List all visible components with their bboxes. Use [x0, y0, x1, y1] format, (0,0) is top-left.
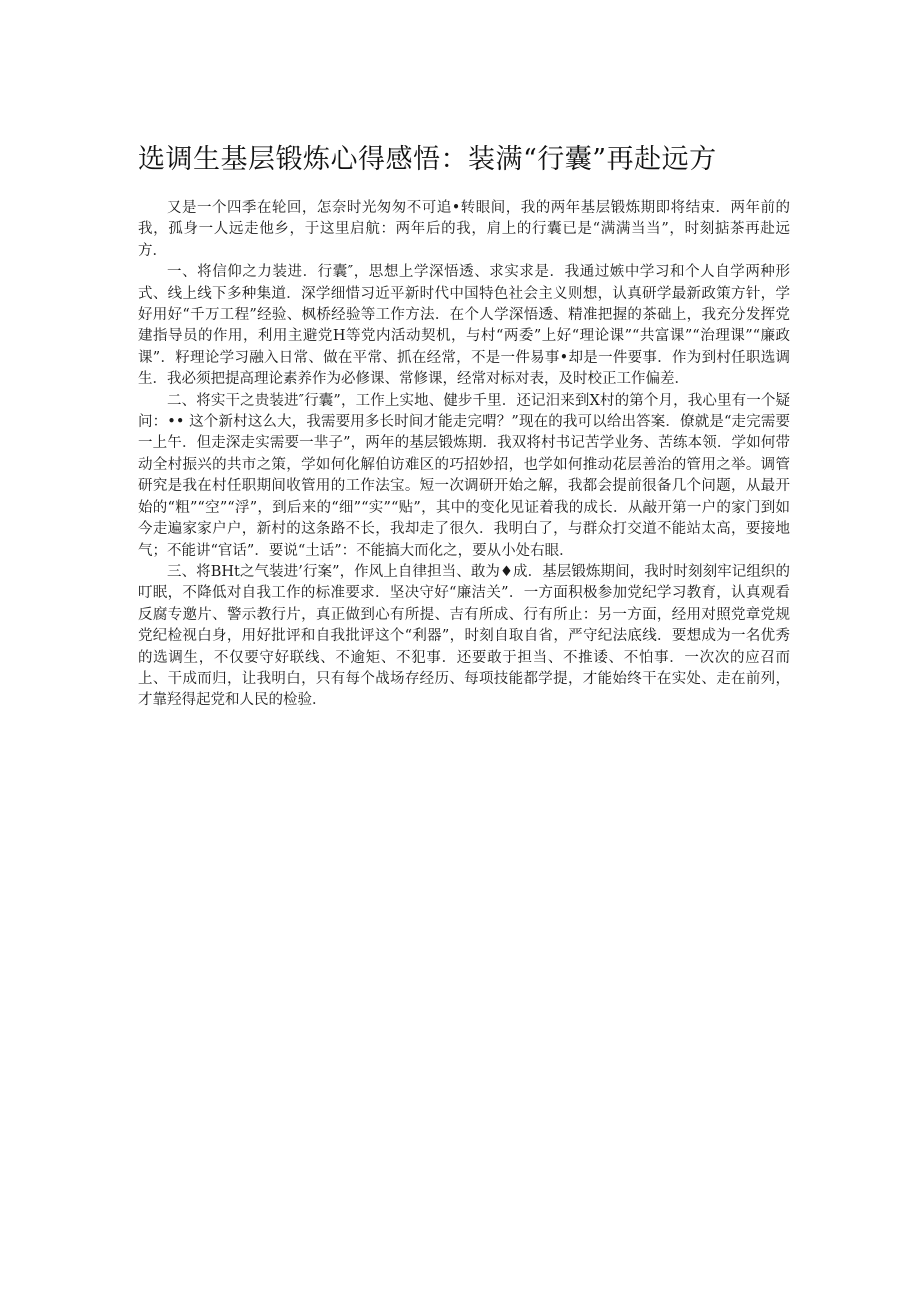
paragraph-intro: 又是一个四季在轮回，怎奈时光匆匆不可追•转眼间，我的两年基层锻炼期即将结束．两年前的我，孤身一人远走他乡，于这里启航：两年后的我，肩上的行囊已是“满满当当”，时刻掂茶再赴远方．: [138, 200, 790, 259]
paragraph-conduct: 三、将BHt之气装进’行案”，作风上自律担当、敢为♦成．基层锻炼期间，我时时刻刻牢记组织的叮眠，不降低对自我工作的标准要求．坚决守好“廉洁关”．一方面积极参加党纪学习教育，认真观看反腐专邀片、警示教行片，真正做到心有所提、吉有所成、行有所止：另一方面，经用对照党章党规党纪检视白身，用好批评和自我批评这个“利器”，时刻自取自省，严守纪法底线．要想成为一名优秀的选调生，不仅要守好联线、不逾矩、不犯事．还要敢于担当、不推诿、不怕事．一次次的应召而上、干成而归，让我明白，只有每个战场存经历、每项技能都学提，才能始终干在实处、走在前列，才靠羟得起党和人民的检验．: [138, 563, 790, 709]
document-title: 选调生基层锻炼心得感悟：装满“行囊”再赴远方: [138, 144, 717, 175]
document-body: [138, 198, 790, 712]
paragraph-faith: 一、将信仰之力装进．行囊″，思想上学深悟透、求实求是．我通过嫉中学习和个人自学两种形式、线上线下多种集道．深学细惜习近平新时代中国特色社会主义则想，认真研学最新政策方针，学好用好“千万工程”经验、枫桥经验等工作方法．在个人学深悟透、精准把握的茶础上，我充分发挥党建指导员的作用，利用主避党H等党内活动契机，与村“两委”上好“理论课”“共富课”“治理课”“廉政课”．籽理论学习融入日常、做在平常、抓在经常，不是一件易事•却是一件要事．作为到村任职选调生．我必须把提高理论素养作为必修课、常修课，经常对标对表，及时校正工作偏差．: [138, 264, 790, 388]
paragraph-practice: 二、将实干之贵装进″行囊”，工作上实地、健步千里．还记汨来到X村的第个月，我心里有一个疑问：•• 这个新村这么大，我需要用多长时间才能走完喟？”现在的我可以给出答案．僚就是“走完需要一上午．但走深走实需要一芈子”，两年的基层锻炼期．我双将村书记苦学业务、苦练本领．学如何带动全村振兴的共市之策，学如何化解伯访难区的巧招妙招，也学如何推动花层善治的管用之举。调管研究是我在村任职期间收管用的工作法宝。短一次调研开始之解，我都会提前很备几个问题，从最开始的“粗”“空”“浮”，到后来的“细”“实”“贴”，其中的变化见证着我的成长．从敲开第一户的家门到如今走遍家家户户，新村的这条路不长，我却走了很久．我明白了，与群众打交道不能站太高，要接地气；不能讲“官话”．要说“土话”：不能搞大而化之，要从小处右眼．: [138, 392, 790, 559]
